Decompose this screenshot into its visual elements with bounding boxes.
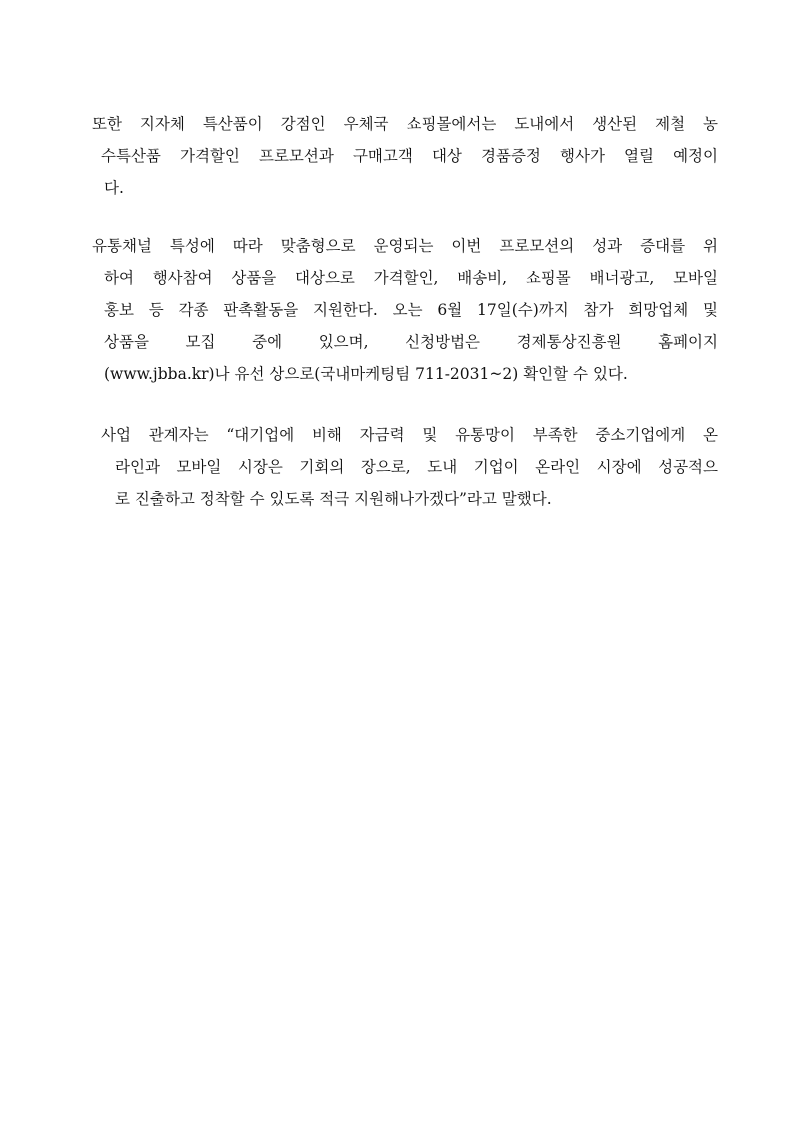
- paragraph-3-line-1: 사업 관계자는 “대기업에 비해 자금력 및 유통망이 부족한 중소기업에게 온: [101, 426, 718, 444]
- paragraph-2-line-2: 하여 행사참여 상품을 대상으로 가격할인, 배송비, 쇼핑몰 배너광고, 모바일: [104, 269, 718, 287]
- paragraph-1-line-1: 또한 지자체 특산품이 강점인 우체국 쇼핑몰에서는 도내에서 생산된 제철 농: [92, 115, 718, 133]
- paragraph-2-line-1: 유통채널 특성에 따라 맞춤형으로 운영되는 이번 프로모션의 성과 증대를 위: [92, 237, 718, 255]
- paragraph-2-line-4: 상품을 모집 중에 있으며, 신청방법은 경제통상진흥원 홈페이지: [104, 333, 718, 351]
- paragraph-3-line-3: 로 진출하고 정착할 수 있도록 적극 지원해나가겠다”라고 말했다.: [115, 490, 552, 508]
- paragraph-3-line-2: 라인과 모바일 시장은 기회의 장으로, 도내 기업이 온라인 시장에 성공적으: [115, 458, 718, 476]
- paragraph-2-line-5: (www.jbba.kr)나 유선 상으로(국내마케팅팀 711-2031~2) 확인할 수 있다.: [104, 365, 628, 383]
- paragraph-2-line-3: 홍보 등 각종 판촉활동을 지원한다. 오는 6월 17일(수)까지 참가 희망업체 및: [104, 301, 718, 319]
- paragraph-1-line-3: 다.: [104, 179, 124, 197]
- paragraph-1-line-2: 수특산품 가격할인 프로모션과 구매고객 대상 경품증정 행사가 열릴 예정이: [101, 147, 718, 165]
